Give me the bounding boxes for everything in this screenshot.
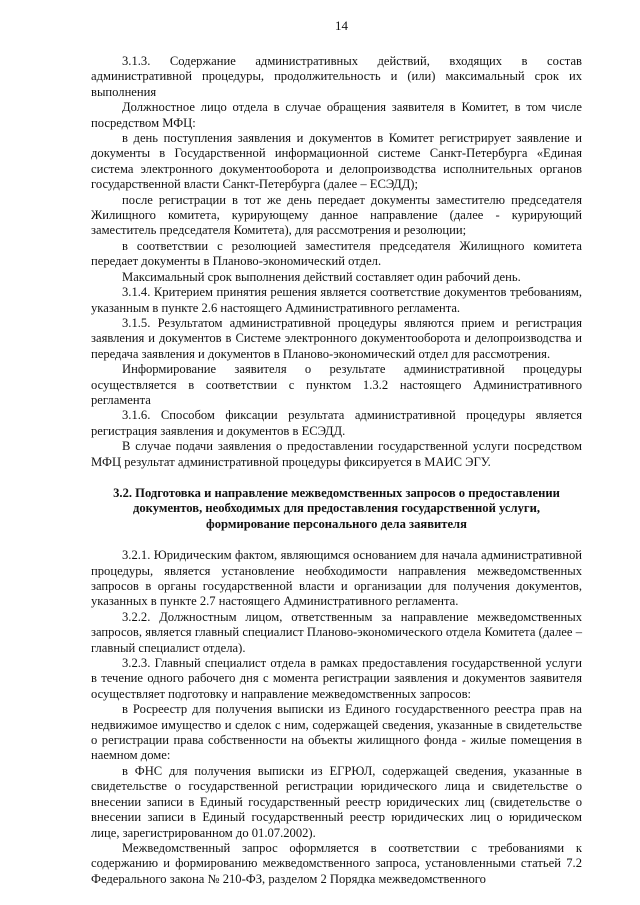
paragraph-after-registration: после регистрации в тот же день передает документы заместителю председателя Жилищного комитета, курирующему данное направление (далее - курирующий заместитель председателя Комитета), для рассмотрения и резолюции; [91, 192, 582, 238]
paragraph-mfc-result: В случае подачи заявления о предоставлении государственной услуги посредством МФЦ результат административной процедуры фиксируется в МАИС ЭГУ. [91, 439, 582, 469]
paragraph-3-2-1: 3.2.1. Юридическим фактом, являющимся основанием для начала административной процедуры, является установление необходимости направления межведомственных запросов в органы государственной власти и организации для получения документов, указанных в пункте 2.7 настоящего Административного регламента. [91, 548, 582, 609]
paragraph-3-1-4: 3.1.4. Критерием принятия решения является соответствие документов требованиям, указанным в пункте 2.6 настоящего Административного регламента. [91, 285, 582, 315]
paragraph-3-1-3: 3.1.3. Содержание административных действий, входящих в состав административной процедуры, продолжительность и (или) максимальный срок их выполнения [91, 54, 582, 99]
paragraph-3-2-2: 3.2.2. Должностным лицом, ответственным за направление межведомственных запросов, является главный специалист Планово-экономического отдела Комитета (далее – главный специалист отдела). [91, 609, 582, 655]
paragraph-interagency-request: Межведомственный запрос оформляется в соответствии с требованиями к содержанию и формированию межведомственного запроса, установленными статьей 7.2 Федерального закона № 210-ФЗ, разделом 2 Порядка межведомственного [91, 840, 582, 886]
paragraph-informing: Информирование заявителя о результате административной процедуры осуществляется в соответствии с пунктом 1.3.2 настоящего Административного регламента [91, 362, 582, 407]
paragraph-3-2-3: 3.2.3. Главный специалист отдела в рамках предоставления государственной услуги в течение одного рабочего дня с момента регистрации заявления и документов заявителя осуществляет подготовку и направление межведомственных запросов: [91, 656, 582, 701]
section-heading-3-2: 3.2. Подготовка и направление межведомственных запросов о предоставлении документов, необходимых для предоставления государственной услуги, формирование персонального дела заявителя [113, 485, 560, 531]
paragraph-resolution: в соответствии с резолюцией заместителя председателя Жилищного комитета передает документы в Планово-экономический отдел. [91, 238, 582, 269]
page-number: 14 [335, 18, 348, 33]
paragraph-max-term: Максимальный срок выполнения действий составляет один рабочий день. [122, 269, 521, 284]
document-body [91, 54, 582, 887]
paragraph-rosreestr: в Росреестр для получения выписки из Единого государственного реестра прав на недвижимое имущество и сделок с ним, содержащей сведения, указанные в свидетельстве о регистрации права собственности на объекты жилищного фонда - жилые помещения в наемном доме: [91, 702, 582, 763]
paragraph-3-1-6: 3.1.6. Способом фиксации результата административной процедуры является регистрация заявления и документов в ЕСЭДД. [91, 408, 582, 438]
paragraph-official-actions: Должностное лицо отдела в случае обращения заявителя в Комитет, в том числе посредством МФЦ: [91, 100, 582, 130]
paragraph-fns: в ФНС для получения выписки из ЕГРЮЛ, содержащей сведения, указанные в свидетельстве о государственной регистрации юридического лица и свидетельстве о внесении записи в Единый государственный реестр юридических лиц (свидетельстве о внесении записи в Единый государственный реестр юридических лиц о юридическом лице, зарегистрированном до 01.07.2002). [91, 763, 582, 840]
paragraph-registration-day: в день поступления заявления и документов в Комитет регистрирует заявление и документы в Государственной информационной системе Санкт-Петербурга «Единая система электронного документооборота и делопроизводства исполнительных органов государственной власти Санкт-Петербурга (далее – ЕСЭДД); [91, 131, 582, 192]
paragraph-3-1-5: 3.1.5. Результатом административной процедуры являются прием и регистрация заявления и документов в Системе электронного документооборота и делопроизводства и передача заявления и документов в Планово-экономический отдел для рассмотрения. [91, 315, 582, 361]
